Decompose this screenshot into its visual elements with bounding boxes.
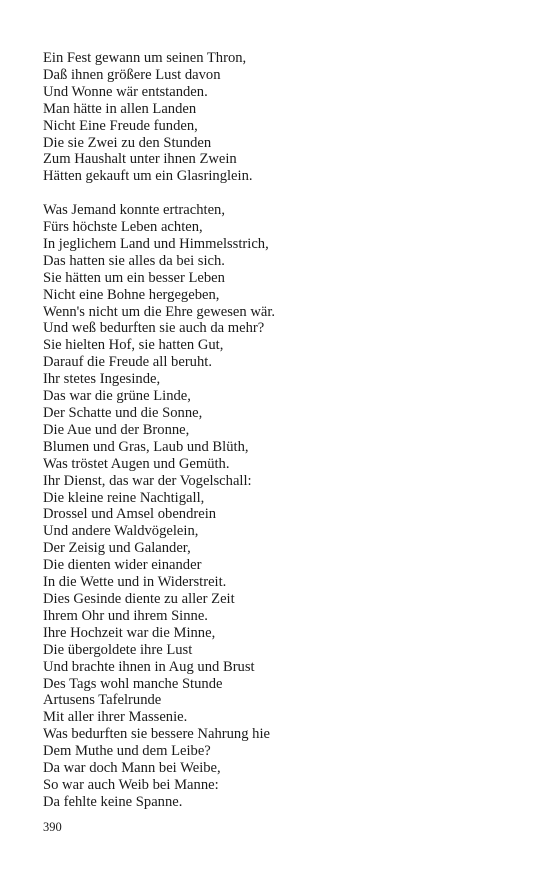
verse-line: Und weß bedurften sie auch da mehr?	[43, 320, 265, 337]
verse-line: Das hatten sie alles da bei sich.	[43, 252, 225, 269]
verse-line: Und brachte ihnen in Aug und Brust	[43, 658, 255, 675]
verse-line: Dem Muthe und dem Leibe?	[43, 743, 211, 760]
verse-line: Der Zeisig und Galander,	[43, 540, 191, 557]
verse-line: Ihr stetes Ingesinde,	[43, 371, 161, 388]
verse-line: Ihrem Ohr und ihrem Sinne.	[43, 607, 208, 624]
verse-line: Ihr Dienst, das war der Vogelschall:	[43, 472, 252, 489]
stanza	[43, 50, 523, 185]
verse-line: In jeglichem Land und Himmelsstrich,	[43, 235, 269, 252]
verse-line: Und andere Waldvögelein,	[43, 523, 199, 540]
verse-line: Man hätte in allen Landen	[43, 100, 197, 117]
verse-line: Fürs höchste Leben achten,	[43, 219, 203, 236]
verse-line: Ein Fest gewann um seinen Thron,	[43, 50, 247, 66]
verse-line: Drossel und Amsel obendrein	[43, 506, 217, 523]
verse-line: Des Tags wohl manche Stunde	[43, 675, 223, 692]
verse-line: Hätten gekauft um ein Glasringlein.	[43, 168, 253, 185]
verse-line: Blumen und Gras, Laub und Blüth,	[43, 438, 249, 455]
stanza	[43, 202, 523, 811]
verse-line: Die sie Zwei zu den Stunden	[43, 134, 212, 151]
verse-line: Was tröstet Augen und Gemüth.	[43, 455, 230, 472]
verse-line: Die Aue und der Bronne,	[43, 421, 190, 438]
verse-line: Daß ihnen größere Lust davon	[43, 66, 221, 83]
verse-line: Was Jemand konnte ertrachten,	[43, 202, 225, 219]
verse-line: Darauf die Freude all beruht.	[43, 354, 212, 371]
verse-line: Ihre Hochzeit war die Minne,	[43, 624, 216, 641]
verse-line: Wenn's nicht um die Ehre gewesen wär.	[43, 303, 276, 320]
verse-line: Und Wonne wär entstanden.	[43, 83, 208, 100]
verse-line: Das war die grüne Linde,	[43, 388, 191, 405]
verse-line: Zum Haushalt unter ihnen Zwein	[43, 151, 237, 168]
verse-line: Was bedurften sie bessere Nahrung hie	[43, 726, 270, 743]
verse-line: Die kleine reine Nachtigall,	[43, 489, 205, 506]
verse-line: Die dienten wider einander	[43, 557, 202, 574]
verse-line: In die Wette und in Widerstreit.	[43, 574, 227, 591]
page-number: 390	[43, 820, 62, 834]
verse-line: So war auch Weib bei Manne:	[43, 776, 219, 793]
verse-line: Artusens Tafelrunde	[43, 692, 162, 709]
verse-line: Mit aller ihrer Massenie.	[43, 709, 188, 726]
verse-line: Da war doch Mann bei Weibe,	[43, 760, 221, 777]
verse-line: Die übergoldete ihre Lust	[43, 641, 193, 658]
verse-line: Sie hätten um ein besser Leben	[43, 269, 225, 286]
verse-line: Nicht Eine Freude funden,	[43, 117, 198, 134]
verse-line: Der Schatte und die Sonne,	[43, 405, 203, 422]
poem-text	[43, 50, 523, 811]
verse-line: Sie hielten Hof, sie hatten Gut,	[43, 337, 224, 354]
verse-line: Da fehlte keine Spanne.	[43, 793, 183, 810]
verse-line: Dies Gesinde diente zu aller Zeit	[43, 590, 235, 607]
verse-line: Nicht eine Bohne hergegeben,	[43, 286, 220, 303]
